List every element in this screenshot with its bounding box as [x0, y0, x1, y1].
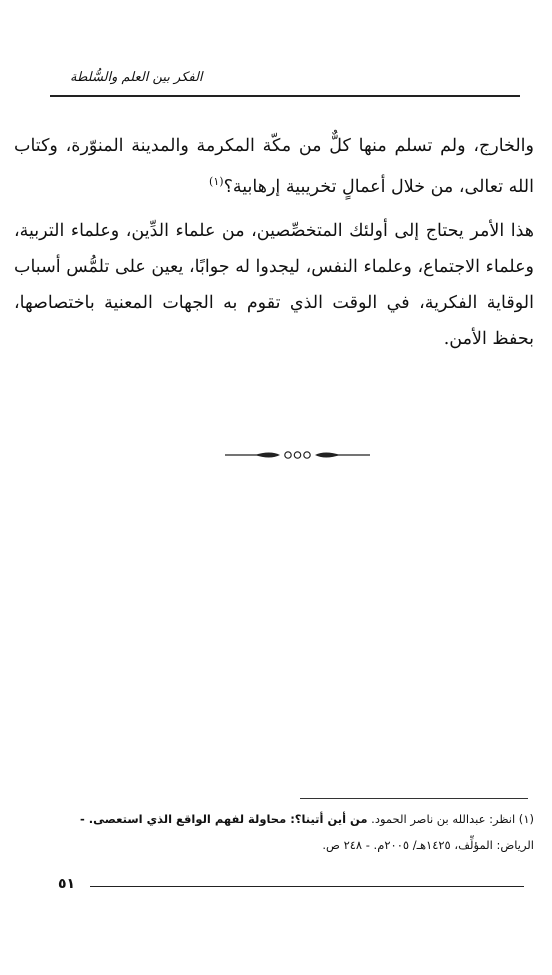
footnotes — [14, 806, 534, 858]
ornament-divider-icon — [225, 445, 370, 465]
footnote-1-book-title: من أين أتينا؟: محاولة لفهم الواقع الذي استعصى. - — [80, 812, 368, 826]
page-number: ٥١ — [58, 876, 76, 892]
footer-rule — [90, 886, 524, 887]
footnote-1-line-1 — [14, 806, 534, 832]
paragraph-1-text: والخارج، ولم تسلم منها كلٌّ من مكّة المكرمة والمدينة المنوّرة، وكتاب الله تعالى، من خلال أعمالٍ تخريبية إرهابية؟ — [14, 136, 534, 197]
main-text — [14, 128, 534, 357]
running-header-title: الفكر بين العلم والسُّلطة — [70, 70, 203, 85]
footnote-rule — [300, 798, 528, 799]
paragraph-2 — [14, 213, 534, 357]
header-rule — [50, 95, 520, 97]
footnote-1-prefix: (١) انظر: عبدالله بن ناصر الحمود. — [367, 812, 534, 826]
footnote-1-line-2: الرياض: المؤلِّف، ١٤٢٥هـ/ ٢٠٠٥م. - ٢٤٨ ص. — [322, 838, 534, 852]
footnote-reference: (١) — [209, 175, 224, 188]
paragraph-1 — [14, 128, 534, 205]
paragraph-2-text: هذا الأمر يحتاج إلى أولئك المتخصِّصين، من علماء الدِّين، وعلماء التربية، وعلماء الاجتماع، وعلماء النفس، ليجدوا له جوابًا، يعين على تلمُّس أسباب الوقاية الفكرية، في الوقت الذي تقوم به الجهات المعنية باختصاصها، بحفظ الأمن. — [14, 220, 534, 349]
